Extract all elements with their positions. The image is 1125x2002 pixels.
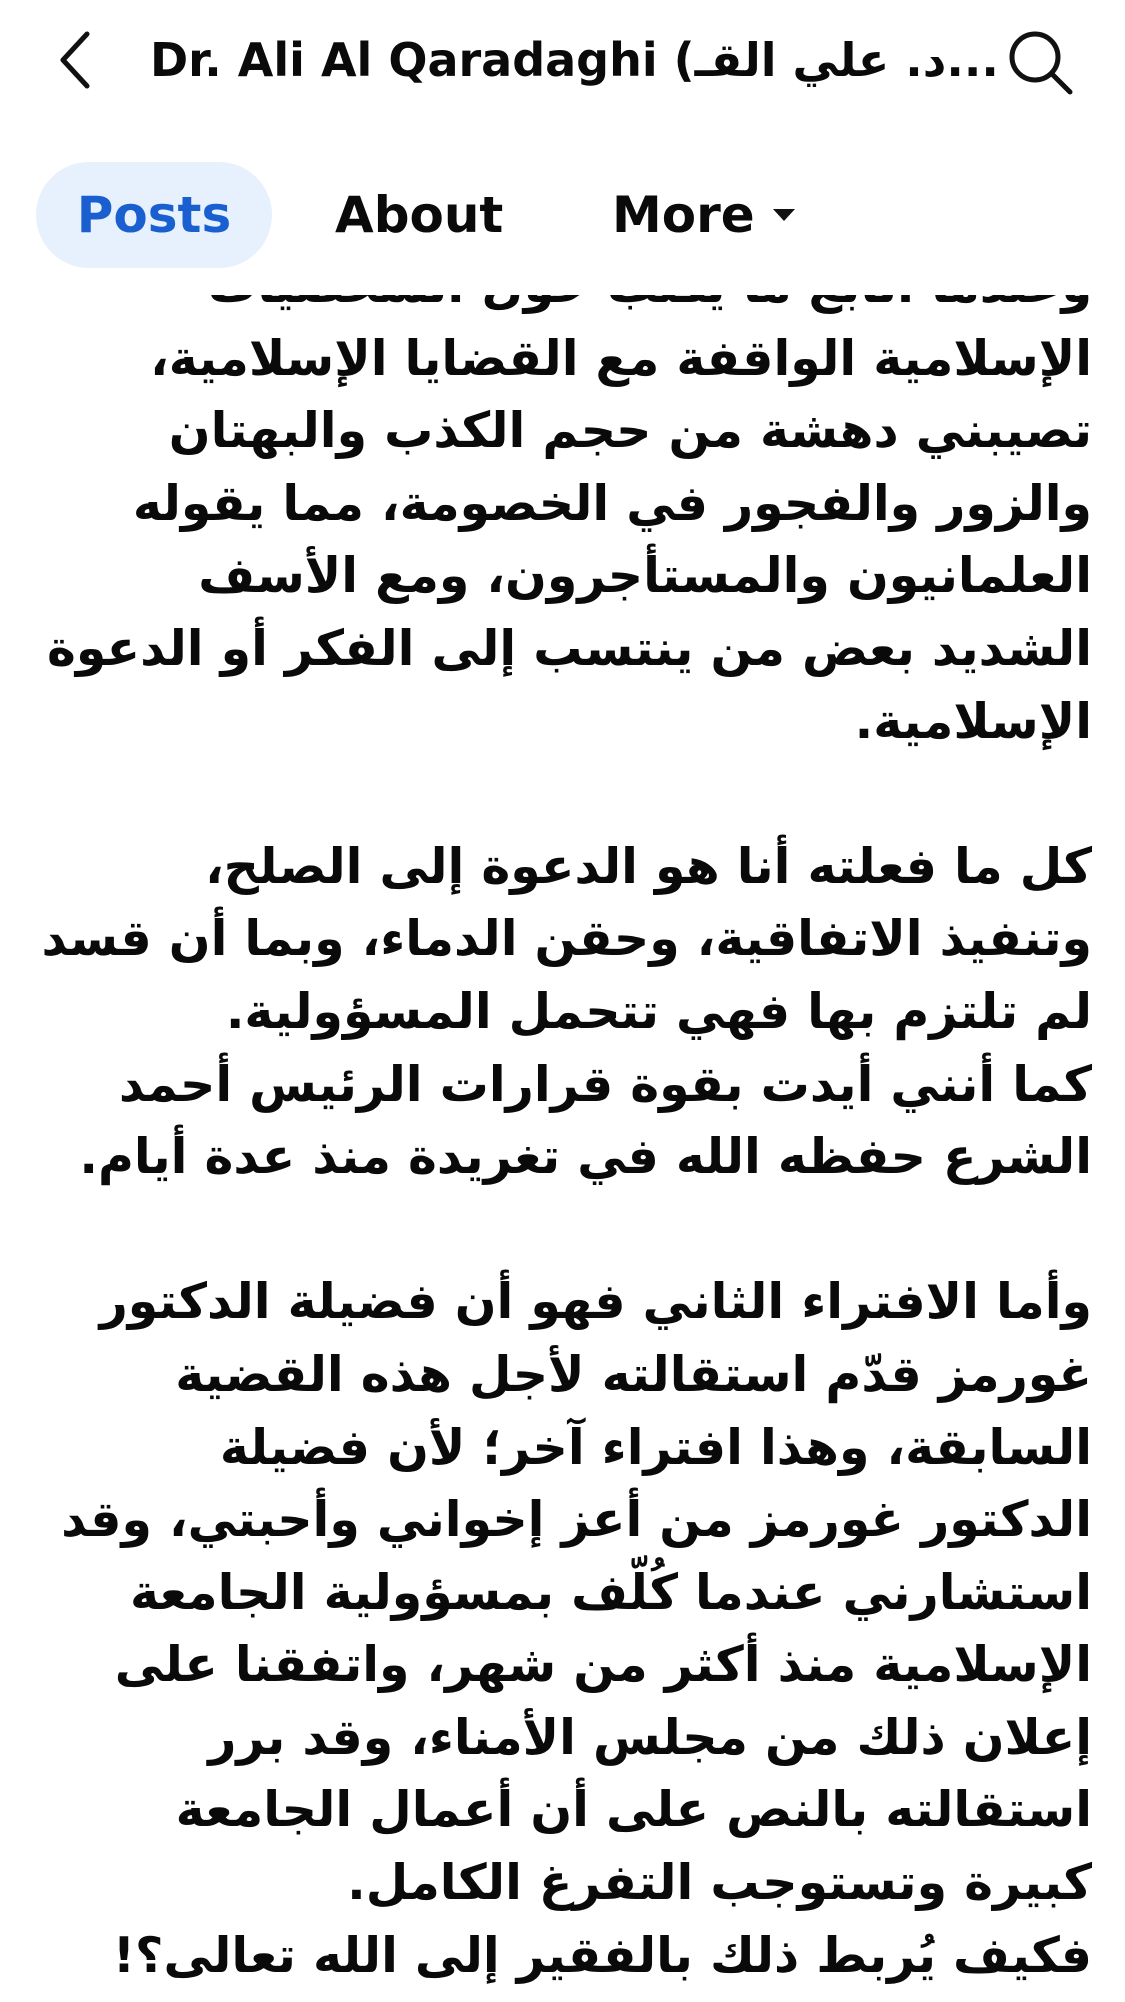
paragraph-spacer [40, 758, 1092, 831]
profile-tabs [0, 120, 1125, 295]
paragraph-spacer [40, 1194, 1092, 1267]
back-button[interactable] [40, 22, 110, 98]
search-icon [1004, 26, 1076, 98]
page-title: Dr. Ali Al Qaradaghi (د. علي القـ... [150, 33, 999, 87]
tab-about-label: About [335, 186, 504, 244]
tab-posts[interactable] [36, 162, 272, 268]
caret-down-icon [771, 207, 797, 223]
tab-about[interactable] [335, 162, 503, 268]
post-paragraph: وأما الافتراء الثاني فهو أن فضيلة الدكتور غورمز قدّم استقالته لأجل هذه القضية السابقة، وهذا افتراء آخر؛ لأن فضيلة الدكتور غورمز من أعز إخواني وأحبتي، وقد استشارني عندما كُلّف بمسؤولية الجامعة الإسلامية منذ أكثر من شهر، واتفقنا على إعلان ذلك من مجلس الأمناء، وقد برر استقالته بالنص على أن أعمال الجامعة كبيرة وتستوجب التفرغ الكامل. فكيف يُربط ذلك بالفقير إلى الله تعالى؟! [61, 1273, 1092, 1984]
tab-more[interactable] [612, 162, 797, 268]
tab-posts-label: Posts [76, 186, 232, 244]
search-button[interactable] [1000, 22, 1080, 102]
top-app-bar [0, 0, 1125, 120]
post-body [40, 250, 1092, 1992]
post-paragraph: الإسلامية الواقفة مع القضايا الإسلامية، تصيبني دهشة من حجم الكذب والبهتان والزور والفجور في الخصومة، مما يقوله العلمانيون والمستأجرون، ومع الأسف الشديد بعض من ينتسب إلى الفكر أو الدعوة الإسلامية. [46, 329, 1092, 750]
post-paragraph: كل ما فعلته أنا هو الدعوة إلى الصلح، وتنفيذ الاتفاقية، وحقن الدماء، وبما أن قسد لم تلتزم بها فهي تتحمل المسؤولية. كما أنني أيدت بقوة قرارات الرئيس أحمد الشرع حفظه الله في تغريدة منذ عدة أيام. [41, 837, 1092, 1186]
tab-more-label: More [612, 186, 755, 244]
chevron-left-icon [55, 28, 95, 92]
